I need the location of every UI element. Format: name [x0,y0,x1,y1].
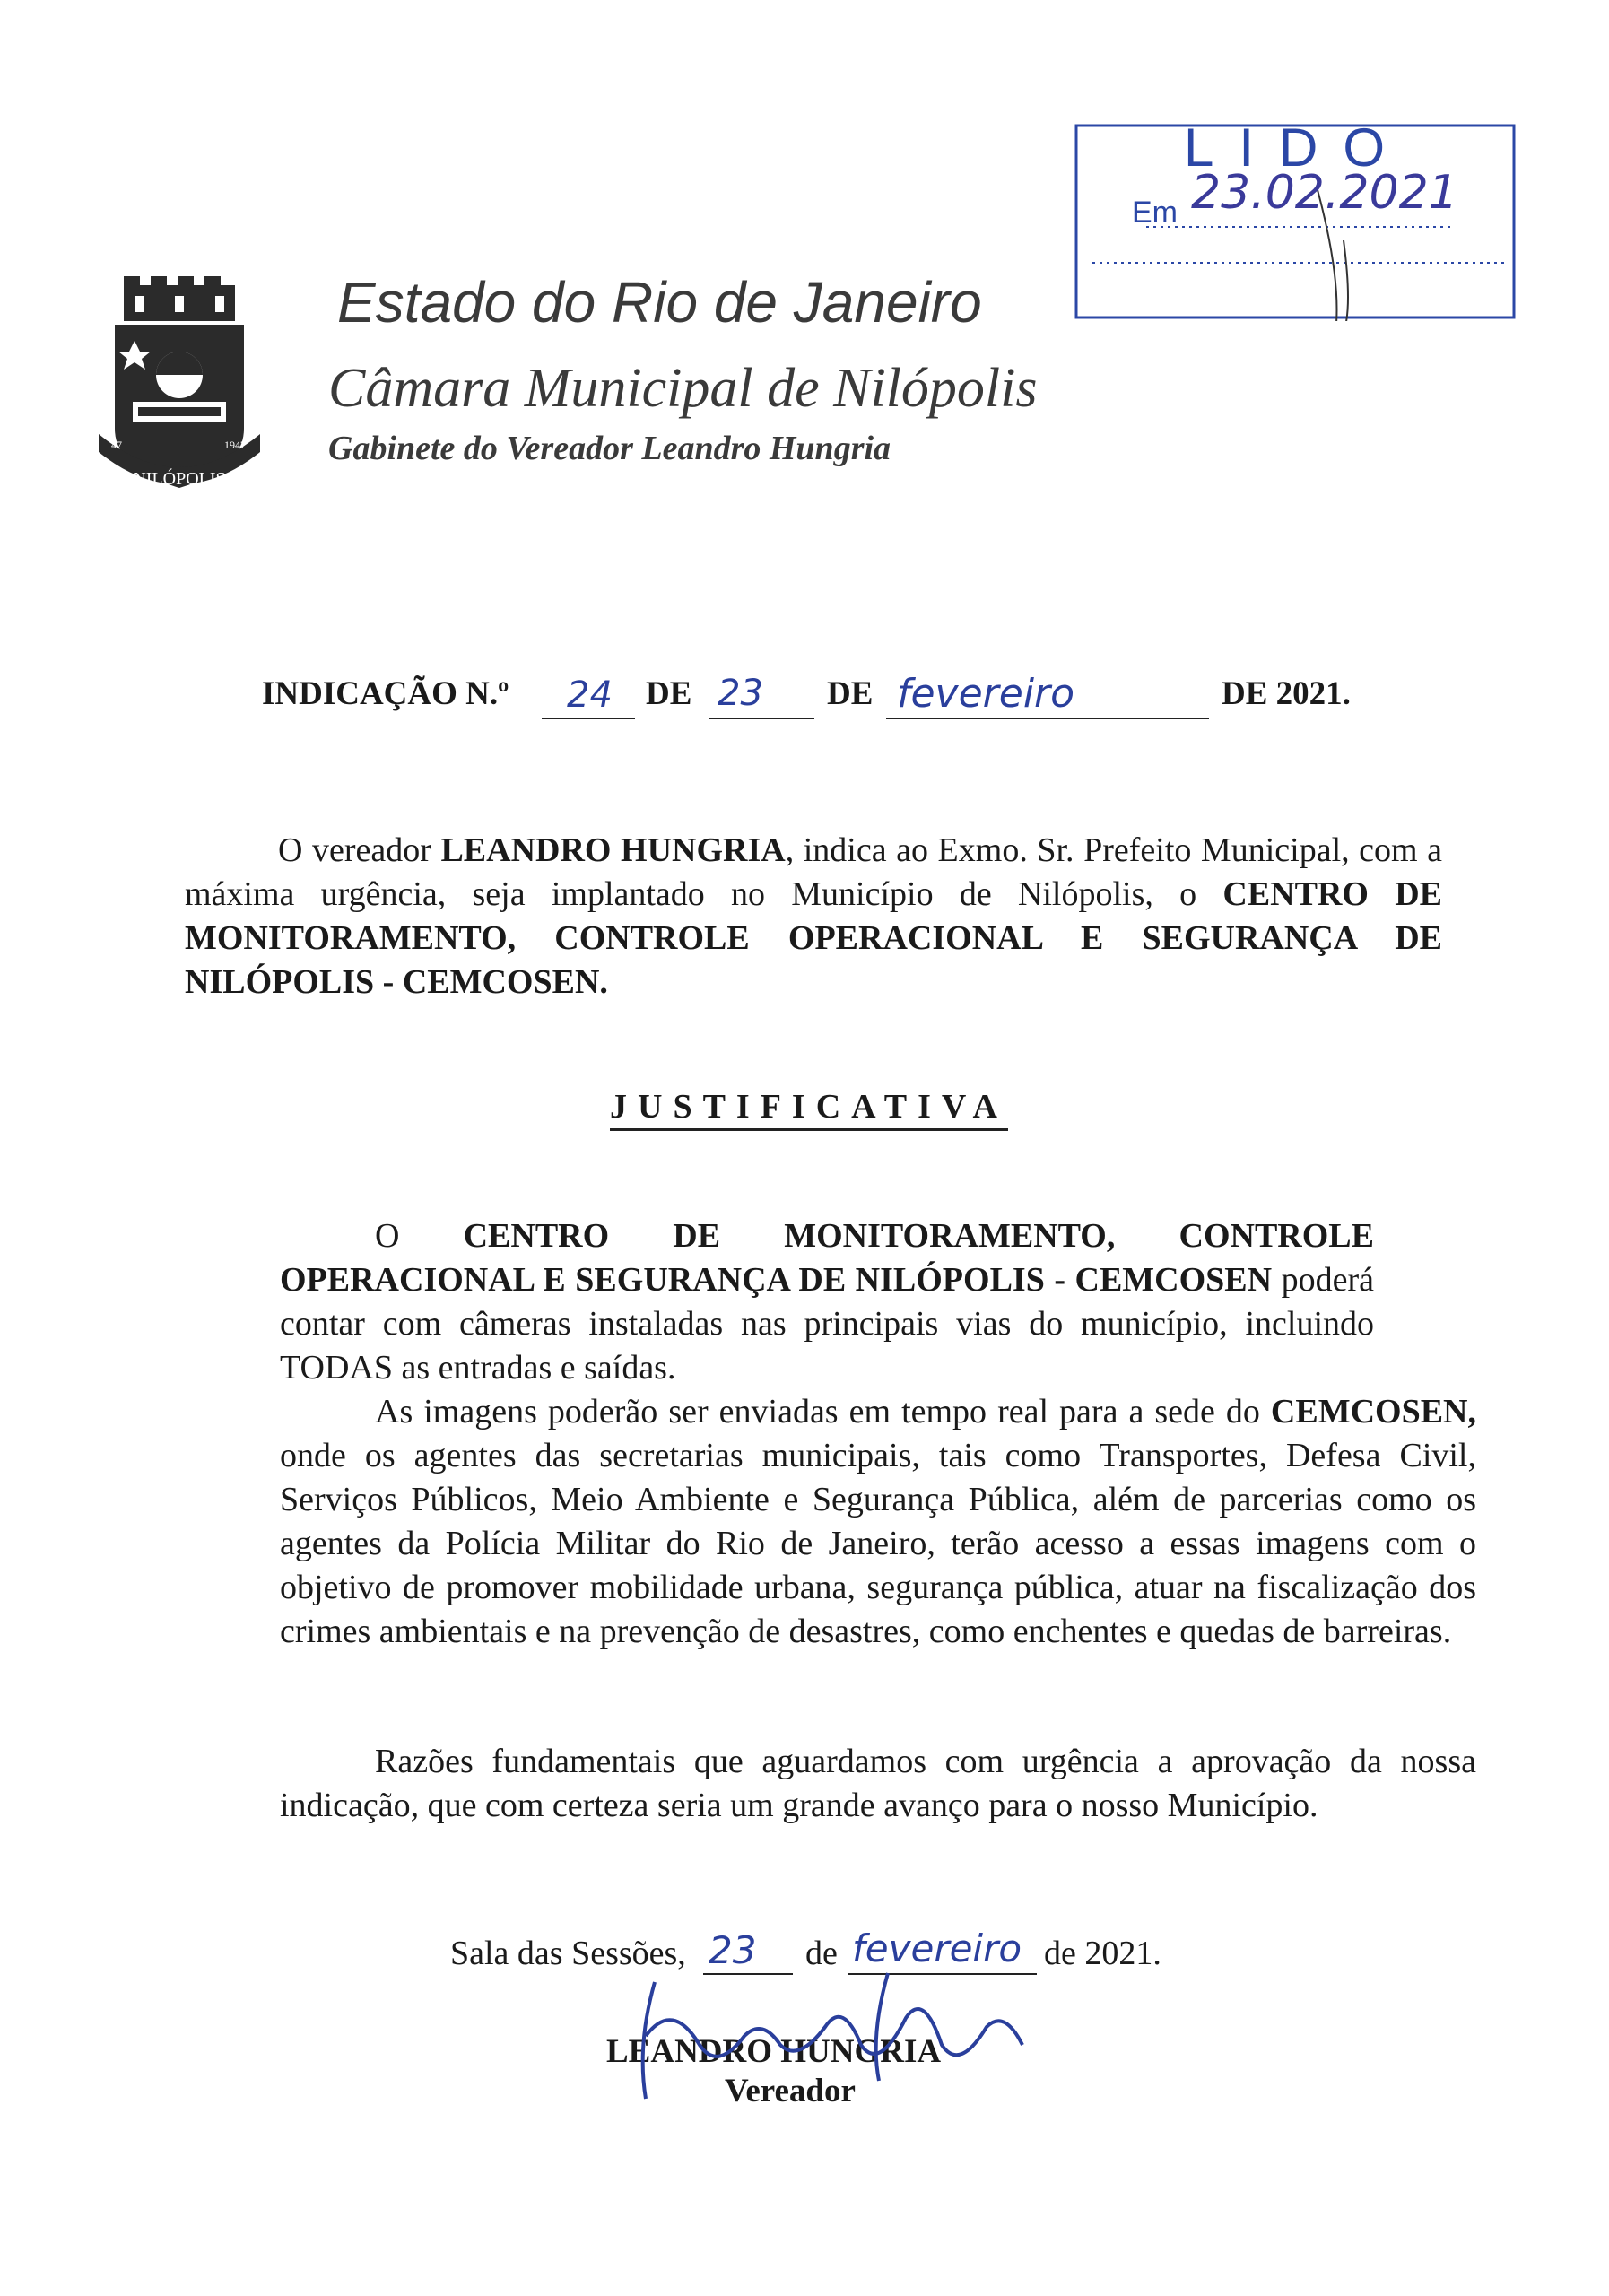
indicacao-de-1: DE [646,675,692,712]
just-p2-cemcosen: CEMCOSEN, [1270,1393,1476,1431]
closing-de: de [805,1935,838,1972]
indicacao-year: DE 2021. [1222,675,1351,712]
closing-month: fevereiro [852,1926,1022,1970]
intro-text-1: O vereador [278,831,441,869]
indicacao-day-line [709,718,814,719]
just-p2-text-2: onde os agentes das secretarias municipais, tais como Transportes, Defesa Civil, Serviços Públicos, Meio Ambiente e Segurança Pública, além de parcerias como os agentes da Polícia Militar do Rio de Janeiro, terão acesso a essas imagens com o objetivo de promover mobilidade urbana, segurança pública, atuar na fiscalização dos crimes ambientais e na prevenção de desastres, como enchentes e quedas de barreiras. [280,1437,1476,1650]
indicacao-month-line [886,718,1209,719]
just-p1-text-2: poderá contar com câmeras instaladas nas principais vias do município, incluindo TODAS as entradas e saídas. [280,1261,1374,1387]
intro-paragraph [185,829,1442,1004]
justificativa-paragraph-1 [280,1214,1374,1390]
just-p1-text-1: O [375,1217,464,1255]
justificativa-paragraph-3: Razões fundamentais que aguardamos com urgência a aprovação da nossa indicação, que com certeza seria um grande avanço para o nosso Município. [280,1743,1476,1824]
closing-day: 23 [709,1928,757,1972]
just-p1-center-name: CENTRO DE MONITORAMENTO, CONTROLE OPERACIONAL E SEGURANÇA DE NILÓPOLIS - CEMCOSEN [280,1217,1374,1299]
crest-year-right: 1947 [224,439,246,451]
indicacao-month: fevereiro [897,671,1075,717]
indicacao-number: 24 [567,674,613,716]
municipal-crest-logo [99,276,260,500]
closing-year: de 2021. [1044,1935,1161,1972]
handwritten-signature [619,1964,1067,2117]
stamp-label: LIDO [1184,117,1411,178]
signature-name: LEANDRO HUNGRIA [606,2033,942,2070]
justificativa-paragraph-2 [280,1390,1476,1654]
intro-center-name: CENTRO DE MONITORAMENTO, CONTROLE OPERACIONAL E SEGURANÇA DE NILÓPOLIS - CEMCOSEN. [185,875,1442,1001]
header-state: Estado do Rio de Janeiro [337,270,982,335]
header-office: Gabinete do Vereador Leandro Hungria [328,430,891,467]
intro-text-2: , indica ao Exmo. Sr. Prefeito Municipal, com a máxima urgência, seja implantado no Município de Nilópolis, o [185,831,1443,913]
stamp-date: 23.02.2021 [1191,166,1458,220]
indicacao-prefix: INDICAÇÃO N.º [262,675,509,712]
crest-ribbon-text: NILÓPOLIS [133,469,226,489]
just-p2-text-1: As imagens poderão ser enviadas em tempo real para a sede do [375,1393,1271,1431]
indicacao-day: 23 [718,673,763,714]
indicacao-number-line [542,718,635,719]
crest-year-left: 47 [111,439,122,451]
intro-councilor-name: LEANDRO HUNGRIA [440,831,786,869]
header-chamber: Câmara Municipal de Nilópolis [328,358,1038,419]
closing-sala: Sala das Sessões, [450,1935,686,1972]
stamp-em-label: Em [1132,196,1178,230]
indicacao-de-2: DE [827,675,874,712]
justificativa-title: JUSTIFICATIVA [610,1087,1008,1131]
signature-role: Vereador [725,2073,856,2109]
